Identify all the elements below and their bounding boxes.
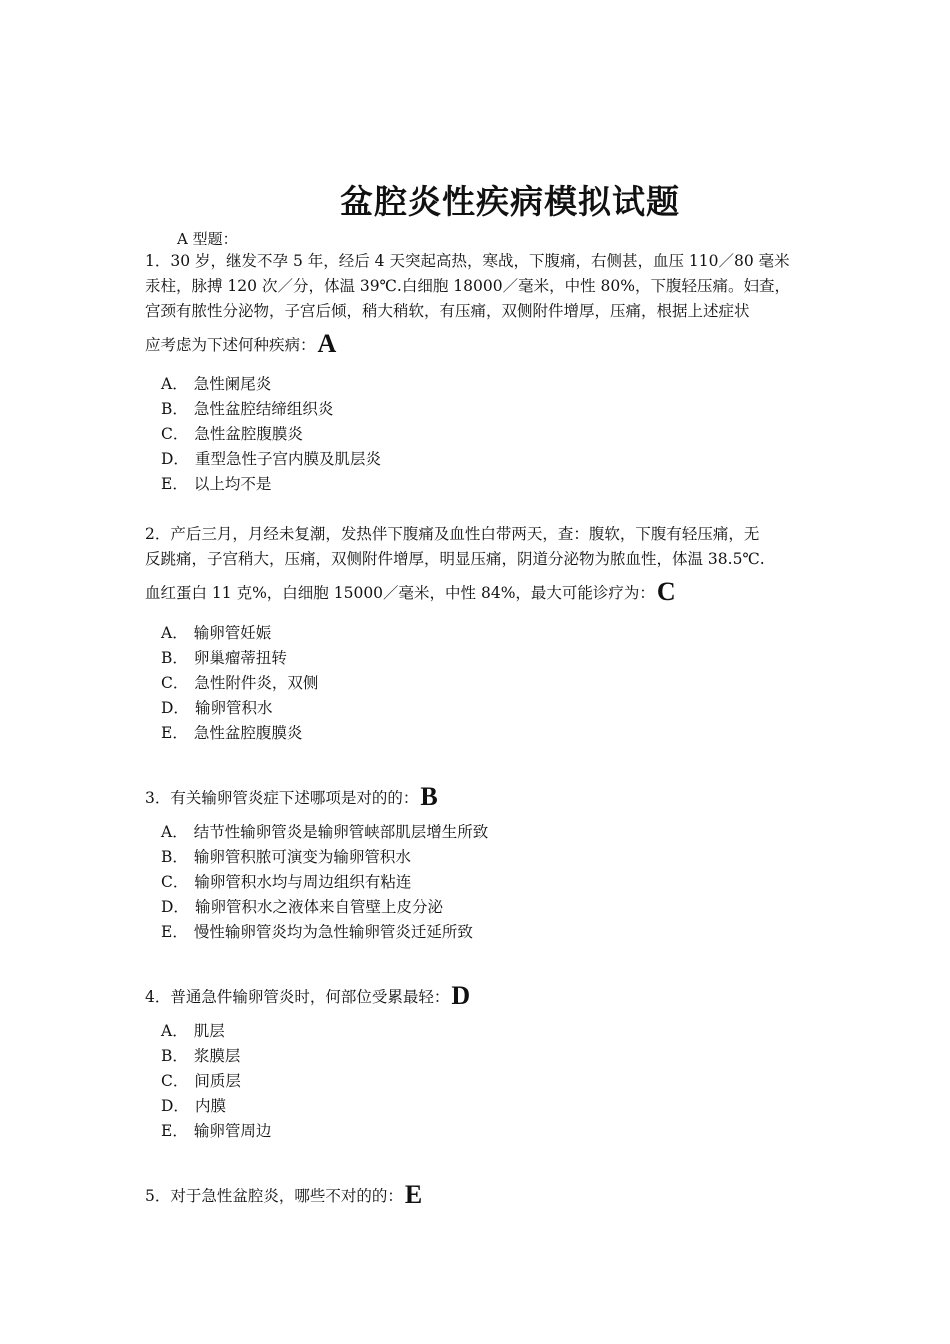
- option-letter: A．: [161, 624, 188, 642]
- option-letter: B．: [161, 1047, 188, 1065]
- answer-mark: E: [404, 1183, 423, 1208]
- option-text: 重型急性子宫内膜及肌层炎: [194, 450, 381, 468]
- question-stem-line: [145, 785, 807, 810]
- page-title: 盆腔炎性疾病模拟试题: [340, 182, 680, 221]
- question-stem-line: [145, 580, 807, 605]
- answer-mark: B: [420, 785, 438, 810]
- option-letter: D．: [161, 699, 189, 717]
- option-item: [161, 721, 318, 746]
- answer-mark: D: [451, 984, 471, 1009]
- option-letter: C．: [161, 674, 189, 692]
- option-text: 输卵管积水之液体来自管壁上皮分泌: [194, 898, 443, 916]
- option-item: [161, 920, 488, 945]
- option-letter: A．: [161, 375, 188, 393]
- option-letter: E．: [161, 724, 188, 742]
- option-item: [161, 1019, 271, 1044]
- question-4-options: [161, 1019, 271, 1144]
- option-letter: E．: [161, 1122, 188, 1140]
- question-stem-line: 宫颈有脓性分泌物，子宫后倾，稍大稍软，有压痛，双侧附件增厚，压痛，根据上述症状: [145, 302, 750, 320]
- option-item: [161, 1119, 271, 1144]
- option-letter: D．: [161, 898, 189, 916]
- option-text: 结节性输卵管炎是输卵管峡部肌层增生所致: [193, 823, 489, 841]
- option-letter: B．: [161, 400, 188, 418]
- option-text: 浆膜层: [193, 1047, 241, 1065]
- option-letter: C．: [161, 425, 189, 443]
- option-letter: A．: [161, 1022, 188, 1040]
- question-3-options: [161, 820, 488, 945]
- option-text: 以上均不是: [193, 475, 272, 493]
- option-text: 急性盆腔腹膜炎: [194, 425, 303, 443]
- option-letter: C．: [161, 873, 189, 891]
- question-1-stem: [145, 249, 807, 357]
- question-1-options: [161, 372, 381, 497]
- option-item: [161, 646, 318, 671]
- question-stem-text: 4．普通急件输卵管炎时，何部位受累最轻：: [145, 988, 450, 1006]
- option-item: [161, 820, 488, 845]
- question-2-stem: [145, 522, 807, 605]
- option-item: [161, 1094, 271, 1119]
- option-letter: B．: [161, 848, 188, 866]
- option-text: 急性附件炎，双侧: [194, 674, 319, 692]
- option-text: 卵巢瘤蒂扭转: [193, 649, 287, 667]
- option-text: 输卵管积水均与周边组织有粘连: [194, 873, 412, 891]
- option-item: [161, 671, 318, 696]
- section-label: A 型题：: [177, 230, 238, 248]
- option-letter: E．: [161, 475, 188, 493]
- question-stem-line: 汞柱，脉搏 120 次／分，体温 39℃.白细胞 18000／毫米，中性 80%，下腹轻压痛。妇查，: [145, 277, 790, 295]
- question-5-stem: [145, 1183, 807, 1208]
- option-item: [161, 397, 381, 422]
- question-stem-line: [145, 332, 807, 357]
- option-letter: C．: [161, 1072, 189, 1090]
- question-stem-text: 5．对于急性盆腔炎，哪些不对的的：: [145, 1187, 403, 1205]
- option-item: [161, 895, 488, 920]
- question-stem-line: [145, 984, 807, 1009]
- option-item: [161, 845, 488, 870]
- option-letter: B．: [161, 649, 188, 667]
- option-item: [161, 422, 381, 447]
- question-3-stem: [145, 785, 807, 810]
- option-text: 输卵管积脓可演变为输卵管积水: [193, 848, 411, 866]
- question-4-stem: [145, 984, 807, 1009]
- option-text: 内膜: [194, 1097, 226, 1115]
- option-item: [161, 1069, 271, 1094]
- option-item: [161, 696, 318, 721]
- option-item: [161, 870, 488, 895]
- option-item: [161, 472, 381, 497]
- answer-mark: C: [656, 580, 676, 605]
- option-text: 输卵管妊娠: [193, 624, 272, 642]
- question-stem-text: 3．有关输卵管炎症下述哪项是对的的：: [145, 789, 419, 807]
- option-letter: A．: [161, 823, 188, 841]
- question-2-options: [161, 621, 318, 746]
- option-text: 急性盆腔腹膜炎: [193, 724, 303, 742]
- option-letter: D．: [161, 1097, 189, 1115]
- option-text: 慢性输卵管炎均为急性输卵管炎迁延所致: [193, 923, 473, 941]
- question-stem-line: [145, 1183, 807, 1208]
- question-stem-line: 2．产后三月，月经未复潮，发热伴下腹痛及血性白带两天，查：腹软，下腹有轻压痛，无: [145, 525, 760, 543]
- option-text: 输卵管周边: [193, 1122, 272, 1140]
- question-stem-text: 血红蛋白 11 克%，白细胞 15000／毫米，中性 84%，最大可能诊疗为：: [145, 584, 655, 602]
- option-item: [161, 621, 318, 646]
- option-item: [161, 1044, 271, 1069]
- answer-mark: A: [317, 332, 337, 357]
- option-item: [161, 372, 381, 397]
- option-text: 输卵管积水: [194, 699, 273, 717]
- option-item: [161, 447, 381, 472]
- option-text: 急性阑尾炎: [193, 375, 272, 393]
- question-stem-text: 应考虑为下述何种疾病：: [145, 336, 316, 354]
- option-letter: D．: [161, 450, 189, 468]
- question-stem-line: 反跳痛，子宫稍大，压痛，双侧附件增厚，明显压痛，阴道分泌物为脓血性，体温 38.5℃.: [145, 550, 765, 568]
- option-text: 肌层: [193, 1022, 225, 1040]
- question-stem-line: 1．30 岁，继发不孕 5 年，经后 4 天突起高热，寒战，下腹痛，右侧甚，血压 110／80 毫米: [145, 252, 790, 270]
- option-text: 急性盆腔结缔组织炎: [193, 400, 334, 418]
- option-text: 间质层: [194, 1072, 241, 1090]
- option-letter: E．: [161, 923, 188, 941]
